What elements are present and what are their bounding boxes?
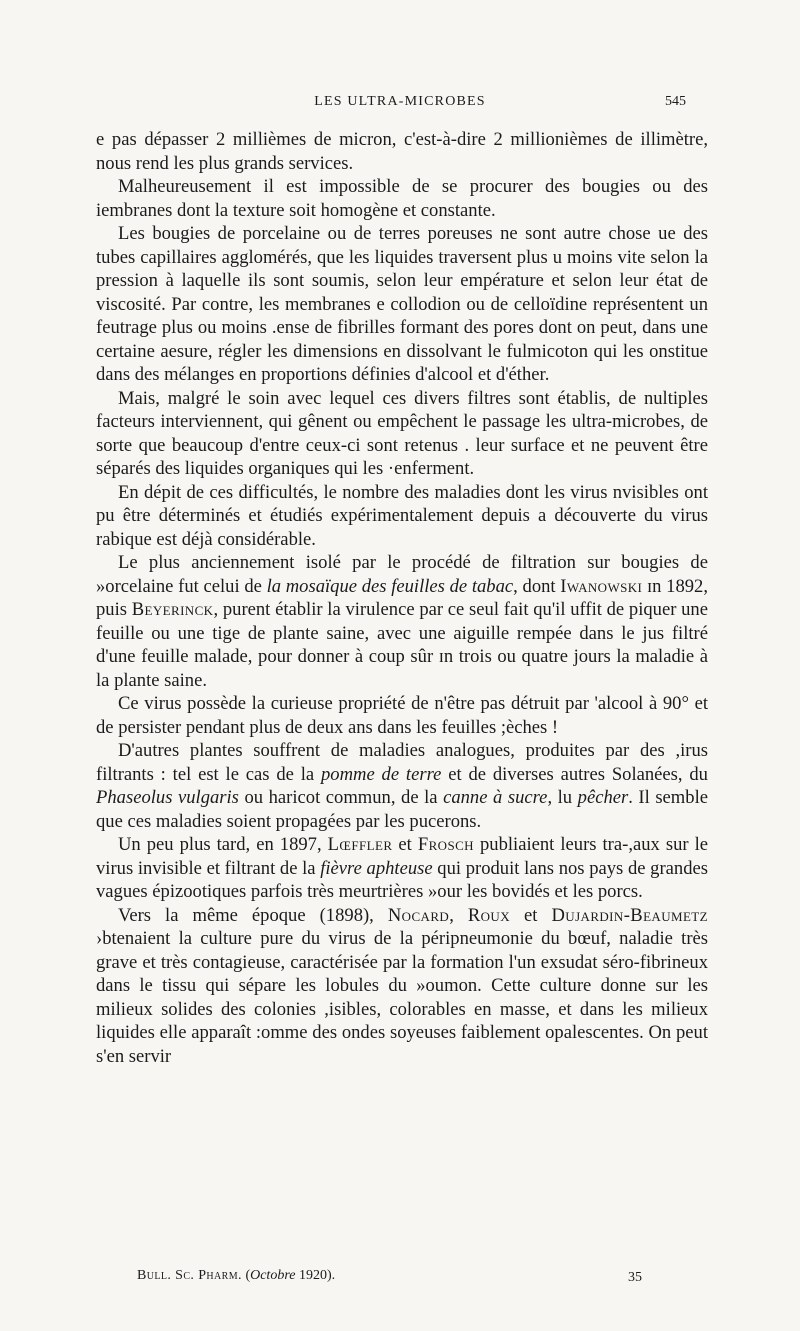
text-run: D'autres plantes souffrent de maladies analogues, produites par des ,irus filtrants : tel est le cas de la [96, 740, 708, 785]
text-run: Un peu plus tard, en 1897, [118, 834, 328, 855]
italic-term: canne à sucre [443, 787, 548, 808]
italic-term: la mosaïque des feuilles de tabac [266, 575, 514, 597]
text-run: , dont [513, 575, 561, 597]
author-name: Frosch [417, 834, 474, 855]
italic-term: pêcher [577, 787, 629, 808]
text-run: 1920). [295, 1268, 336, 1283]
paragraph-10 [96, 904, 708, 1069]
text-run: Le plus anciennement isolé par le procédé de filtration sur bougies de »orcelaine fut celui de [96, 552, 708, 597]
page-footer [0, 1268, 800, 1292]
signature-mark: 35 [628, 1270, 642, 1285]
text-run: ( [241, 1268, 251, 1283]
journal-reference [137, 1268, 335, 1284]
body-text [96, 128, 708, 1068]
paragraph-2: Malheureusement il est impossible de se procurer des bougies ou des iembranes dont la texture soit homogène et constante. [96, 176, 708, 221]
text-run: et [392, 834, 418, 855]
text-run: , purent établir la virulence par ce seul fait qu'il uffit de piquer une feuille ou une tige de plante saine, avec une aiguille rempée dans le jus filtré d'une feuille malade, pour donner à coup sûr ɪn trois ou quatre jours la maladie à la plante saine. [96, 599, 708, 691]
text-run: ›btenaient la culture pure du virus de la péripneumonie du bœuf, naladie très grave et très contagieuse, caractérisée par la formation l'un exsudat séro-fibrineux dans le tissu qui sépare les lobules du »oumon. Cette culture donne sur les milieux solides des colonies ,isibles, colorables en masse, et dans les milieux liquides elle apparaît :omme des ondes soyeuses faiblement opalescentes. On peut s'en servir [96, 928, 708, 1067]
paragraph-6 [96, 551, 708, 692]
text-run: et [510, 904, 552, 926]
author-name: Lœffler [327, 834, 393, 855]
italic-term: pomme de terre [321, 763, 442, 785]
paragraph-1: e pas dépasser 2 millièmes de micron, c'est-à-dire 2 millionièmes de illimètre, nous rend les plus grands services. [96, 129, 708, 174]
paragraph-8 [96, 739, 708, 833]
page-number: 545 [665, 94, 686, 109]
paragraph-4: Mais, malgré le soin avec lequel ces divers filtres sont établis, de nultiples facteurs interviennent, qui gênent ou empêchent le passage les ultra-microbes, de sorte que beaucoup d'entre ceux-ci sont retenus . leur surface et ne peuvent être séparés des liquides organiques qui les ·enferment. [96, 387, 708, 479]
text-run: , lu [547, 787, 578, 808]
running-title: LES ULTRA-MICROBES [314, 94, 486, 109]
text-run: publiaient leurs tra-,aux sur le virus invisible et filtrant de la [96, 834, 709, 879]
text-run: , [449, 904, 468, 926]
issue-month: Octobre [250, 1268, 296, 1283]
author-name: Beyerinck [131, 599, 214, 620]
paragraph-5: En dépit de ces difficultés, le nombre des maladies dont les virus nvisibles ont pu être déterminés et étudiés expérimentalement depuis a découverte du virus rabique est déjà considérable. [96, 481, 708, 550]
text-run: . Il semble que ces maladies soient propagées par les pucerons. [96, 787, 708, 832]
journal-abbrev: Bull. Sc. Pharm. [137, 1268, 242, 1283]
text-run: et de diverses autres Solanées, du [441, 763, 708, 785]
paragraph-7: Ce virus possède la curieuse propriété de n'être pas détruit par 'alcool à 90° et de persister pendant plus de deux ans dans les feuilles ;èches ! [96, 693, 708, 738]
page-header [0, 92, 800, 116]
italic-term: Phaseolus vulgaris [96, 787, 239, 808]
author-name: Nocard [387, 904, 450, 926]
author-name: Iwanowski [560, 575, 643, 597]
text-run: ɪn 1892, puis [96, 575, 708, 620]
paragraph-3: Les bougies de porcelaine ou de terres poreuses ne sont autre chose ue des tubes capillaires agglomérés, que les liquides traversent plus u moins vite selon la pression à laquelle ils sont soumis, selon leur empérature et selon leur état de viscosité. Par contre, les membranes e collodion ou de celloïdine représentent un feutrage plus ou moins .ense de fibrilles formant des pores dont on peut, dans une certaine aesure, régler les dimensions en dissolvant le fulmicoton qui les onstitue dans des mélanges en proportions définies d'alcool et d'éther. [96, 223, 708, 385]
text-run: ou haricot commun, de la [238, 787, 444, 808]
author-name: Roux [467, 904, 511, 926]
text-run: Vers la même époque (1898), [118, 904, 388, 926]
italic-term: fièvre aphteuse [320, 857, 433, 879]
author-name: Dujardin-Beaumetz [551, 904, 708, 926]
text-run: qui produit lans nos pays de grandes vagues épizootiques parfois très meurtrières »our les bovidés et les porcs. [96, 857, 708, 902]
paragraph-9 [96, 833, 708, 904]
